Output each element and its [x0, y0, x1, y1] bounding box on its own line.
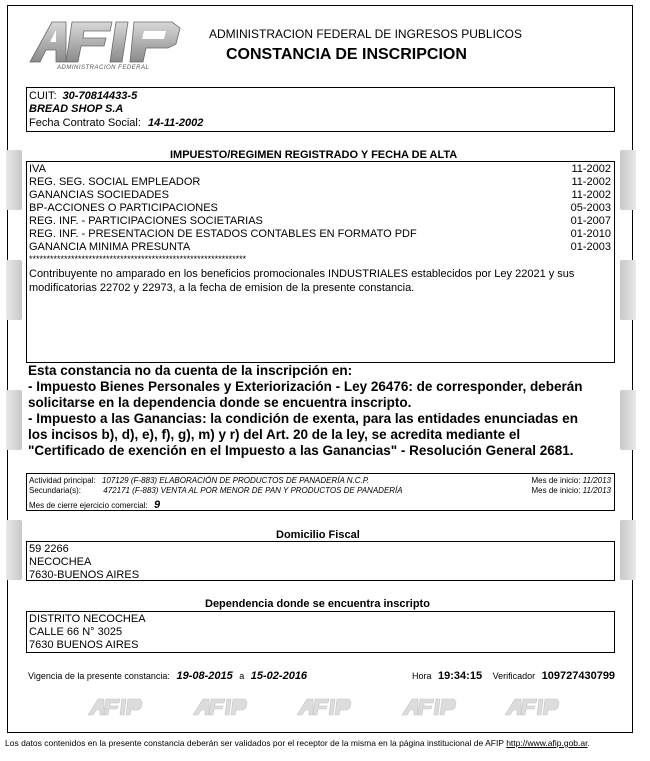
tax-date: 01-2007 [570, 215, 611, 227]
start-label: Mes de inicio: [531, 486, 581, 495]
side-watermark-left [6, 150, 22, 210]
afip-website-link[interactable]: http://www.afip.gob.ar [506, 738, 588, 748]
watermark-logo [503, 697, 561, 717]
side-watermark-right [620, 260, 636, 320]
tax-row [27, 176, 614, 189]
closing-month [29, 499, 160, 511]
validity-from: 19-08-2015 [176, 670, 233, 682]
validity-connector: a [239, 671, 245, 681]
taxpayer-box [26, 87, 615, 132]
notice-line6: "Certificado de exención en el Impuesto a las Ganancias" - Resolución General 2681. [28, 443, 574, 458]
tax-row [27, 163, 614, 176]
notice-line4: - Impuesto a las Ganancias: la condición de exenta, para las entidades enunciadas en [28, 411, 578, 426]
dependencia-line2: CALLE 66 N° 3025 [29, 626, 123, 638]
logo-subtitle: ADMINISTRACION FEDERAL [57, 65, 150, 71]
contract-date: 14-11-2002 [147, 117, 204, 129]
side-watermark-right [620, 390, 636, 450]
side-watermark-left [6, 520, 22, 580]
domicilio-line1: 59 2266 [29, 543, 69, 555]
time-verifier [412, 670, 615, 682]
side-watermark-left [6, 390, 22, 450]
tax-row [27, 189, 614, 202]
principal-value: 107129 (F-883) ELABORACIÓN DE PRODUCTOS DE PANADERÍA N.C.P. [101, 476, 370, 485]
hora-label: Hora [412, 671, 432, 681]
verificador-label: Verificador [492, 671, 536, 681]
watermark-logo [191, 697, 249, 717]
tax-row [27, 241, 614, 254]
validity-to: 15-02-2016 [250, 670, 308, 682]
promo-note-line2: modificatorias 22702 y 22973, a la fecha de emision de la presente constancia. [29, 282, 415, 294]
closing-value: 9 [153, 499, 161, 511]
notice-line2: - Impuesto Bienes Personales y Exteriorización - Ley 26476: de corresponder, deberán [28, 379, 583, 394]
watermark-logo [86, 697, 144, 717]
tax-date: 05-2003 [570, 202, 611, 214]
tax-date: 11-2002 [571, 176, 611, 188]
tax-row [27, 228, 614, 241]
cuit-value: 30-70814433-5 [62, 90, 138, 102]
domicilio-box [26, 541, 615, 581]
tax-date: 11-2002 [571, 189, 611, 201]
contract-label: Fecha Contrato Social: [29, 117, 141, 129]
dependencia-box [26, 611, 615, 653]
side-watermark-right [620, 520, 636, 580]
tax-date: 01-2003 [570, 241, 611, 253]
secondary-start [532, 486, 611, 495]
side-watermark-left [6, 260, 22, 320]
notice-line5: los incisos b), d), e), f), g), m) y r) del Art. 20 de la ley, se acredita mediante el [28, 427, 521, 442]
domicilio-line2: NECOCHEA [29, 556, 92, 568]
tax-name: GANANCIA MINIMA PRESUNTA [29, 241, 191, 253]
domicilio-line3: 7630-BUENOS AIRES [29, 569, 140, 581]
tax-name: GANANCIAS SOCIEDADES [29, 189, 169, 201]
validity-label: Vigencia de la presente constancia: [28, 671, 170, 681]
taxes-heading: IMPUESTO/REGIMEN REGISTRADO Y FECHA DE ALTA [170, 149, 458, 161]
taxes-box [26, 161, 615, 363]
watermark-logo [400, 697, 458, 717]
tax-row [27, 202, 614, 215]
footer-note [5, 738, 590, 748]
promo-note-line1: Contribuyente no amparado en los beneficios promocionales INDUSTRIALES establecidos por Ley 22021 y sus [29, 268, 575, 280]
watermark-logo [295, 697, 353, 717]
contract-line [29, 117, 203, 130]
tax-date: 01-2010 [570, 228, 611, 240]
dependencia-heading: Dependencia donde se encuentra inscripto [205, 598, 430, 610]
cuit-line [29, 90, 137, 103]
footer-text: Los datos contenidos en la presente constancia deberán ser validados por el receptor de la misma en la página institucional de AFIP [5, 738, 504, 748]
tax-name: REG. SEG. SOCIAL EMPLEADOR [29, 176, 201, 188]
principal-start [532, 476, 611, 485]
tax-row [27, 215, 614, 228]
secondary-activity [29, 486, 403, 495]
tax-name: REG. INF. - PARTICIPACIONES SOCIETARIAS [29, 215, 263, 227]
notice-line3: solicitarse en la dependencia donde se encuentra inscripto. [28, 395, 412, 410]
secondary-value: 472171 (F-883) VENTA AL POR MENOR DE PAN Y PRODUCTOS DE PANADERÍA [103, 486, 403, 495]
footer-end: . [587, 738, 590, 748]
start-label: Mes de inicio: [531, 476, 581, 485]
separator: ************************************************************** [29, 254, 247, 264]
principal-activity [29, 476, 369, 485]
start-value: 11/2013 [582, 476, 611, 485]
document-title: CONSTANCIA DE INSCRIPCION [226, 46, 467, 63]
side-watermark-right [620, 150, 636, 210]
tax-name: BP-ACCIONES O PARTICIPACIONES [29, 202, 218, 214]
dependencia-line1: DISTRITO NECOCHEA [29, 613, 146, 625]
verificador-value: 109727430799 [541, 670, 616, 682]
notice-line1: Esta constancia no da cuenta de la inscripción en: [28, 363, 353, 378]
organization-name: ADMINISTRACION FEDERAL DE INGRESOS PUBLICOS [209, 27, 522, 41]
taxpayer-name: BREAD SHOP S.A [29, 103, 124, 115]
closing-label: Mes de cierre ejercicio comercial: [29, 501, 148, 510]
hora-value: 19:34:15 [438, 670, 483, 682]
domicilio-heading: Domicilio Fiscal [276, 529, 360, 541]
secondary-label: Secundaria(s): [29, 486, 82, 495]
activity-box [26, 473, 615, 511]
validity-line [28, 670, 307, 682]
tax-name: REG. INF. - PRESENTACION DE ESTADOS CONTABLES EN FORMATO PDF [29, 228, 417, 240]
dependencia-line3: 7630 BUENOS AIRES [29, 639, 139, 651]
start-value: 11/2013 [582, 486, 611, 495]
tax-name: IVA [29, 163, 46, 175]
cuit-label: CUIT: [29, 90, 57, 102]
tax-date: 11-2002 [571, 163, 611, 175]
principal-label: Actividad principal: [29, 476, 96, 485]
